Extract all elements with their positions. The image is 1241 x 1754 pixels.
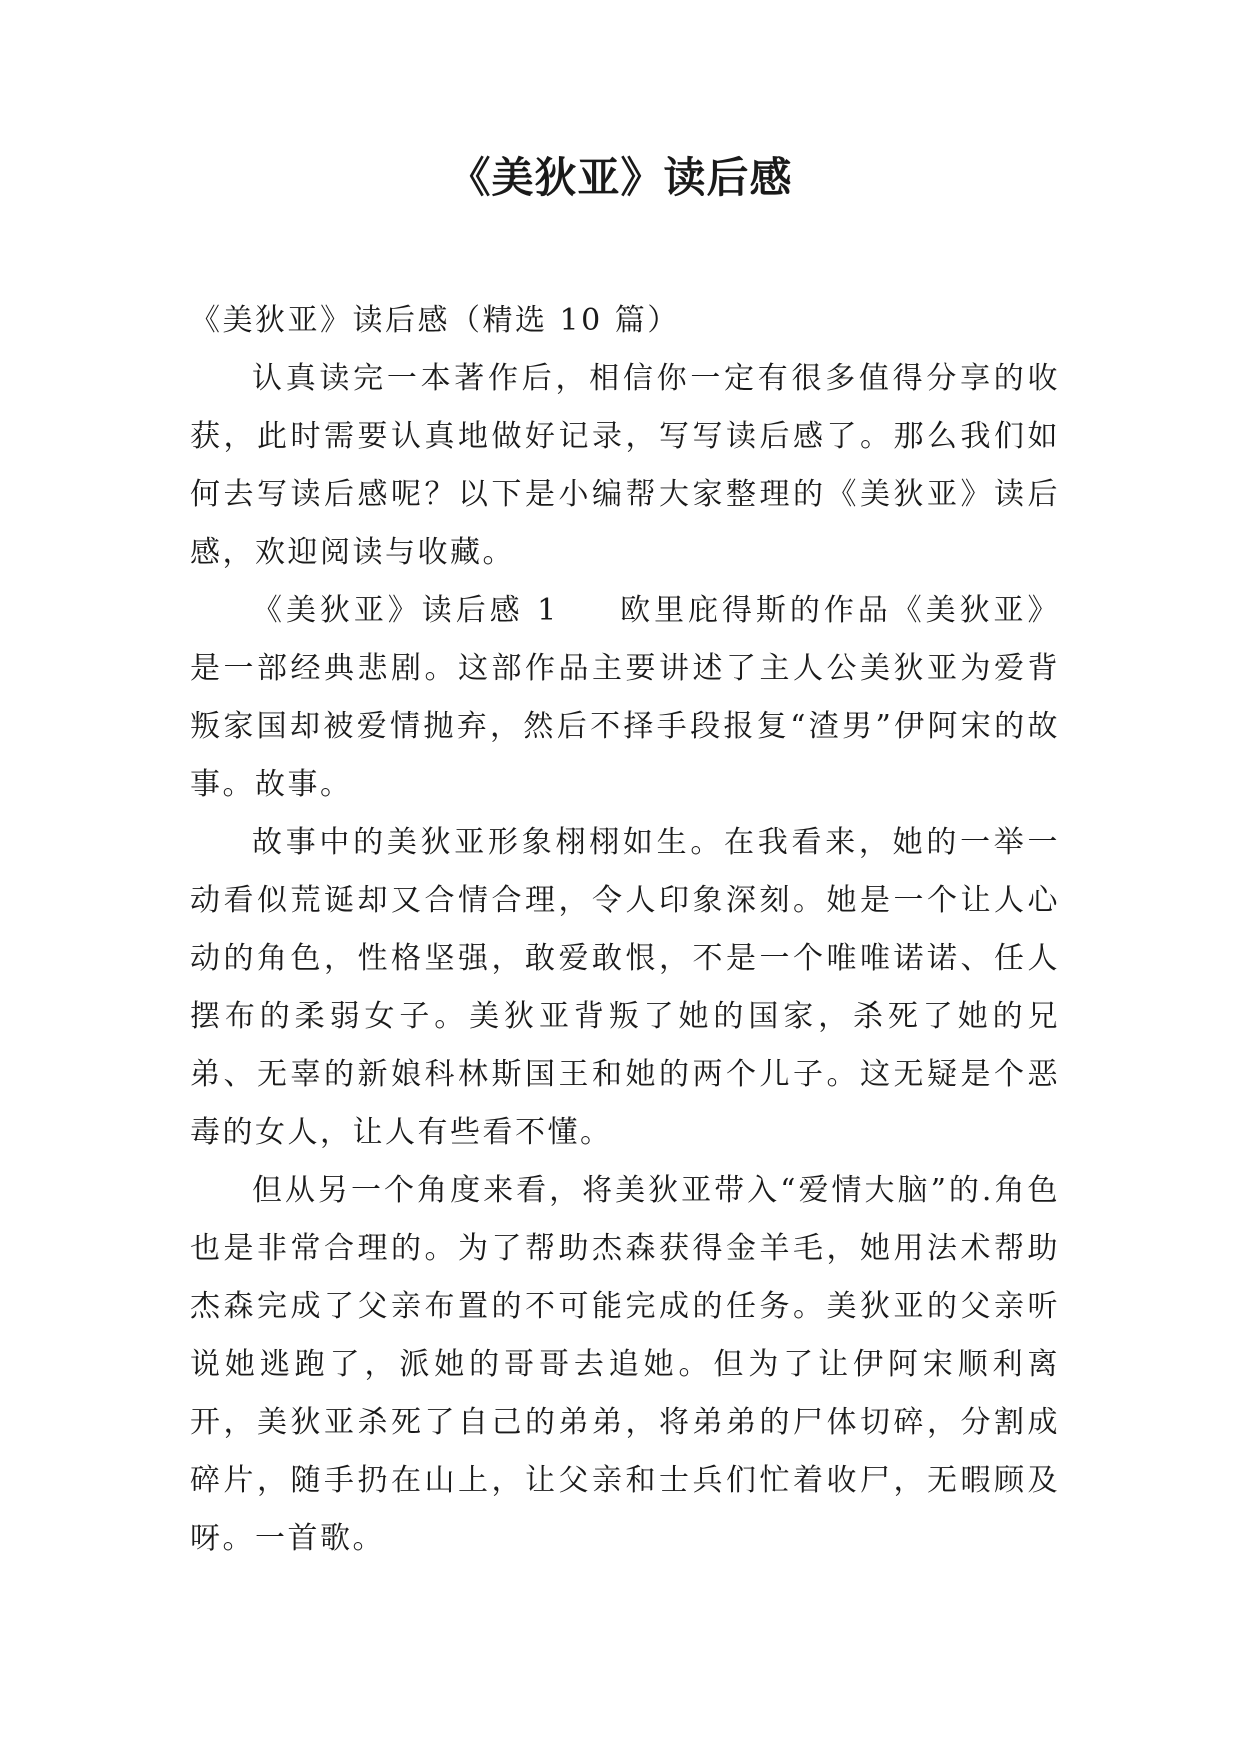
body-paragraph: 故事中的美狄亚形象栩栩如生。在我看来，她的一举一动看似荒诞却又合情合理，令人印象深刻。她是一个让人心动的角色，性格坚强，敢爱敢恨，不是一个唯唯诺诺、任人摆布的柔弱女子。美狄亚背叛了她的国家，杀死了她的兄弟、无辜的新娘科林斯国王和她的两个儿子。这无疑是个恶毒的女人，让人有些看不懂。 — [190, 825, 1060, 1150]
intro-paragraph: 认真读完一本著作后，相信你一定有很多值得分享的收获，此时需要认真地做好记录，写写读后感了。那么我们如何去写读后感呢？以下是小编帮大家整理的《美狄亚》读后感，欢迎阅读与收藏。 — [190, 361, 1060, 570]
document-subtitle: 《美狄亚》读后感（精选 10 篇） — [190, 303, 680, 338]
essay-1-paragraph — [190, 582, 1060, 814]
essay-1-first-text: 欧里庇得斯的作品《美狄亚》是一部经典悲剧。这部作品主要讲述了主人公美狄亚为爱背叛家国却被爱情抛弃，然后不择手段报复“渣男”伊阿宋的故事。故事。 — [190, 593, 1061, 802]
essay-1-heading: 《美狄亚》读后感 1 — [252, 593, 559, 628]
body-paragraph: 但从另一个角度来看，将美狄亚带入“爱情大脑”的.角色也是非常合理的。为了帮助杰森获得金羊毛，她用法术帮助杰森完成了父亲布置的不可能完成的任务。美狄亚的父亲听说她逃跑了，派她的哥哥去追她。但为了让伊阿宋顺利离开，美狄亚杀死了自己的弟弟，将弟弟的尸体切碎，分割成碎片，随手扔在山上，让父亲和士兵们忙着收尸，无暇顾及呀。一首歌。 — [190, 1173, 1060, 1556]
document-body — [190, 292, 1060, 1568]
document-title: 《美狄亚》读后感 — [448, 153, 793, 202]
